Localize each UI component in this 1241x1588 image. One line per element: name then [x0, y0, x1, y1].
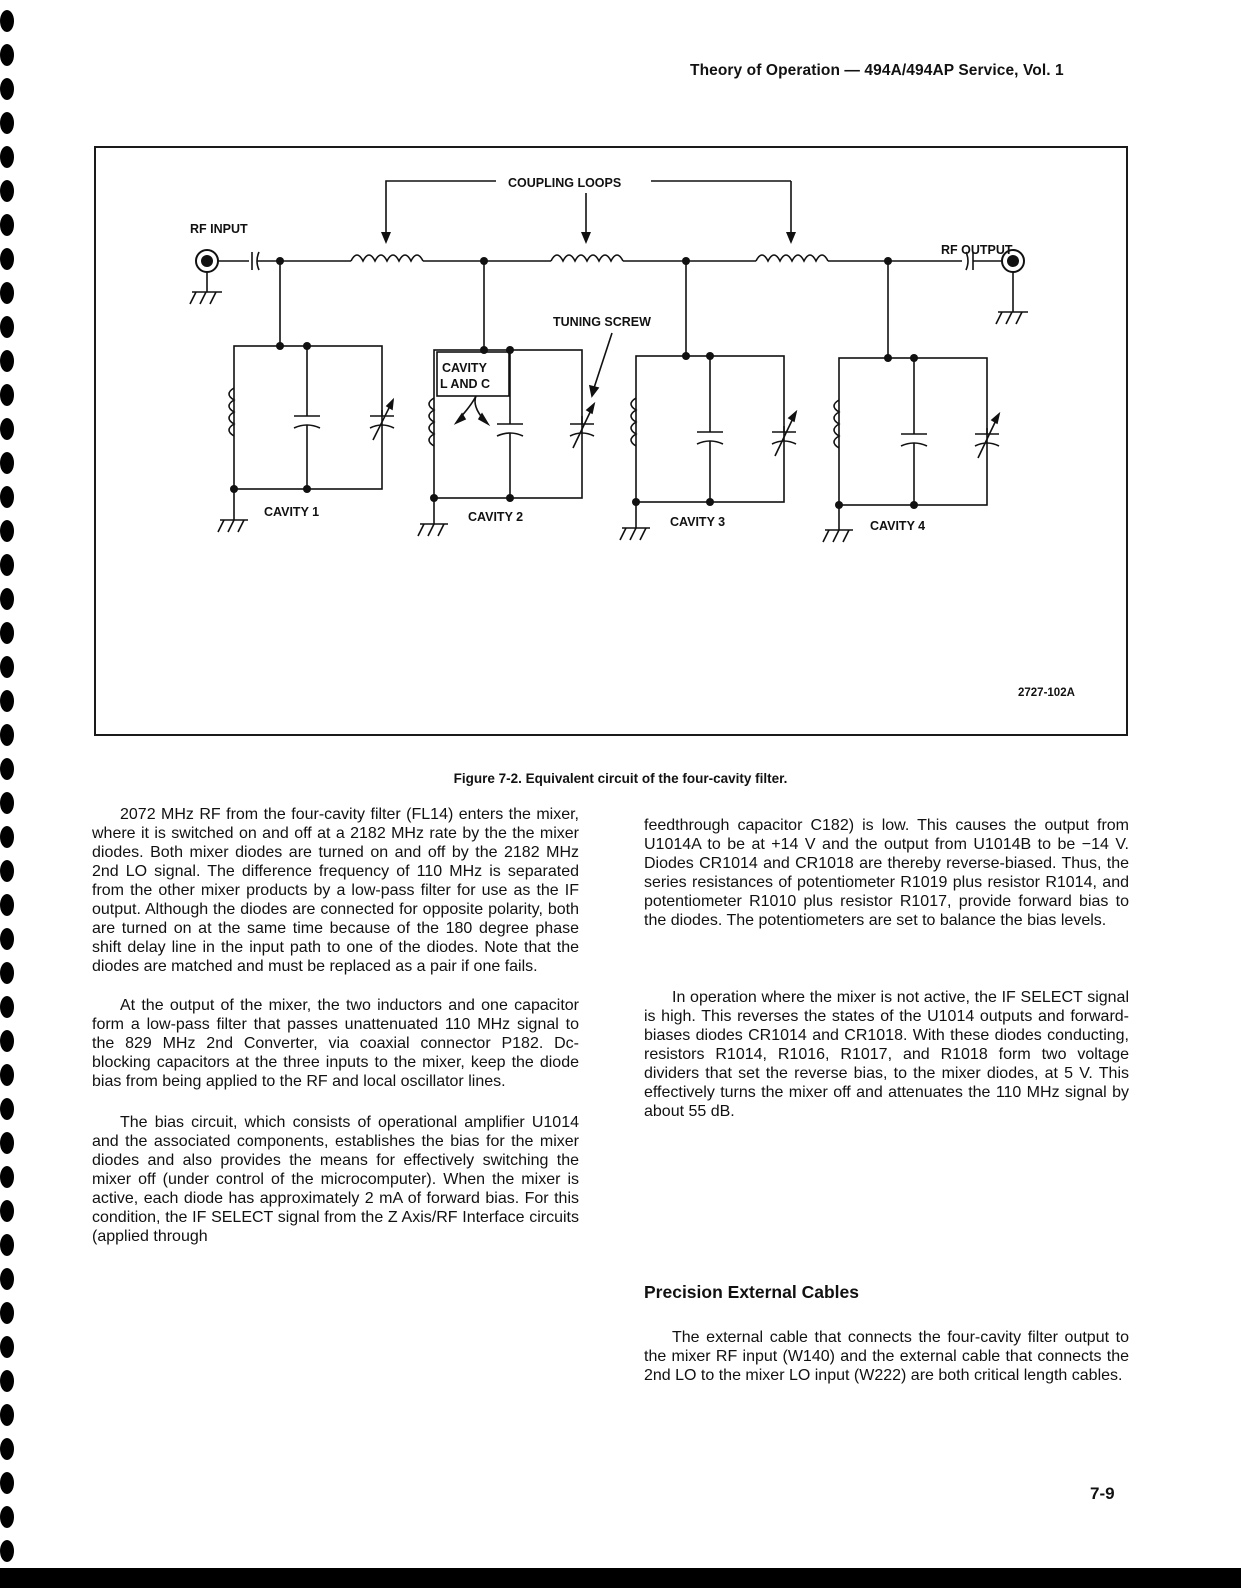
binder-hole: [0, 724, 14, 746]
binder-hole: [0, 44, 14, 66]
binder-hole: [0, 826, 14, 848]
binder-hole: [0, 1302, 14, 1324]
label-rf-input: RF INPUT: [190, 222, 248, 236]
binder-hole: [0, 1404, 14, 1426]
binder-hole: [0, 112, 14, 134]
binder-hole: [0, 962, 14, 984]
binder-hole: [0, 588, 14, 610]
right-column: [644, 816, 1129, 1121]
binder-hole: [0, 418, 14, 440]
paragraph: The bias circuit, which consists of operational amplifier U1014 and the associated components, establishes the bias for the mixer diodes and also provides the means for effectively switching the mixer off (under control of the microcomputer). When the mixer is active, each diode has approximately 2 mA of forward bias. For this condition, the IF SELECT signal from the Z Axis/RF Interface circuits (applied through: [92, 1114, 579, 1245]
binder-hole: [0, 1540, 14, 1562]
binder-hole: [0, 452, 14, 474]
binder-hole: [0, 1336, 14, 1358]
binder-hole: [0, 316, 14, 338]
binder-hole: [0, 78, 14, 100]
binder-hole: [0, 996, 14, 1018]
circuit-schematic: [96, 148, 1130, 738]
binder-hole: [0, 656, 14, 678]
paragraph: 2072 MHz RF from the four-cavity filter (FL14) enters the mixer, where it is switched on and off at a 2182 MHz rate by the the mixer diodes. Both mixer diodes are turned on and off by the 2182 MHz 2nd LO signal. The difference frequency of 110 MHz is separated from the other mixer products by a low-pass filter for use as the IF output. Although the diodes are connected for opposite polarity, both are turned on at the same time because of the 180 degree phase shift delay line in the input path to one of the diodes. Note that the diodes are matched and must be replaced as a pair if one fails.: [92, 806, 579, 975]
binder-hole: [0, 894, 14, 916]
label-cavity-1: CAVITY 1: [264, 505, 320, 519]
binder-hole: [0, 1166, 14, 1188]
binder-hole: [0, 248, 14, 270]
binder-hole: [0, 860, 14, 882]
figure-circuit-diagram: [94, 146, 1128, 736]
binder-hole: [0, 1234, 14, 1256]
label-cavity-3: CAVITY 3: [670, 515, 726, 529]
section-paragraph-container: [644, 1328, 1129, 1385]
binder-hole: [0, 1370, 14, 1392]
binder-hole: [0, 214, 14, 236]
binder-hole: [0, 10, 14, 32]
label-tuning-screw: TUNING SCREW: [553, 315, 651, 329]
binder-hole: [0, 1506, 14, 1528]
label-coupling-loops: COUPLING LOOPS: [508, 176, 622, 190]
running-header: Theory of Operation — 494A/494AP Service, Vol. 1: [690, 62, 1064, 79]
binder-hole: [0, 520, 14, 542]
binder-hole: [0, 282, 14, 304]
binder-hole: [0, 1064, 14, 1086]
label-rf-output: RF OUTPUT: [941, 243, 1013, 257]
binder-hole: [0, 1438, 14, 1460]
binder-hole: [0, 146, 14, 168]
paragraph: In operation where the mixer is not active, the IF SELECT signal is high. This reverses the states of the U1014 outputs and forward- biases diodes CR1014 and CR1018. With these diodes conducting, resistors R1014, R1016, R1017, and R1018 form two voltage dividers that set the reverse bias, to the mixer diodes, at 5 V. This effectively turns the mixer off and attenuates the 110 MHz signal by about 55 dB.: [644, 989, 1129, 1120]
binder-hole: [0, 690, 14, 712]
paragraph: feedthrough capacitor C182) is low. This causes the output from U1014A to be at +14 V and the output from U1014B to be −14 V. Diodes CR1014 and CR1018 are thereby reverse-biased. Thus, the series resistances of potentiometer R1019 plus resistor R1014, and potentiometer R1010 plus resistor R1017, provide forward bias to the diodes. The potentiometers are set to balance the bias levels.: [644, 817, 1129, 929]
binder-hole: [0, 1132, 14, 1154]
binder-hole: [0, 1030, 14, 1052]
binder-hole: [0, 384, 14, 406]
label-figure-id: 2727-102A: [1018, 687, 1075, 699]
label-cavity-4: CAVITY 4: [870, 519, 926, 533]
binder-hole: [0, 1472, 14, 1494]
binder-hole: [0, 928, 14, 950]
binder-hole: [0, 792, 14, 814]
page-number: 7-9: [1090, 1484, 1115, 1503]
paragraph: At the output of the mixer, the two inductors and one capacitor form a low-pass filter that passes unattenuated 110 MHz signal to the 829 MHz 2nd Converter, via coaxial connector P182. Dc-blocking capacitors at the three inputs to the mixer, keep the diode bias from being applied to the RF and local oscillator lines.: [92, 997, 579, 1090]
paragraph: The external cable that connects the four-cavity filter output to the mixer RF input (W140) and the external cable that connects the 2nd LO to the mixer LO input (W222) are both critical length cables.: [644, 1329, 1129, 1384]
label-cavity-2: CAVITY 2: [468, 510, 524, 524]
left-column: [92, 805, 579, 1246]
binder-hole: [0, 350, 14, 372]
binder-hole: [0, 1268, 14, 1290]
label-cavity-lc-line2: L AND C: [440, 377, 490, 391]
binder-holes: [0, 0, 22, 1588]
binder-hole: [0, 554, 14, 576]
binder-hole: [0, 1098, 14, 1120]
binder-hole: [0, 180, 14, 202]
binder-hole: [0, 486, 14, 508]
binder-hole: [0, 1200, 14, 1222]
figure-caption: Figure 7-2. Equivalent circuit of the four-cavity filter.: [453, 771, 788, 786]
section-heading: Precision External Cables: [644, 1282, 859, 1302]
label-cavity-lc-line1: CAVITY: [442, 361, 487, 375]
scan-edge-bar: [0, 1568, 1241, 1588]
binder-hole: [0, 622, 14, 644]
